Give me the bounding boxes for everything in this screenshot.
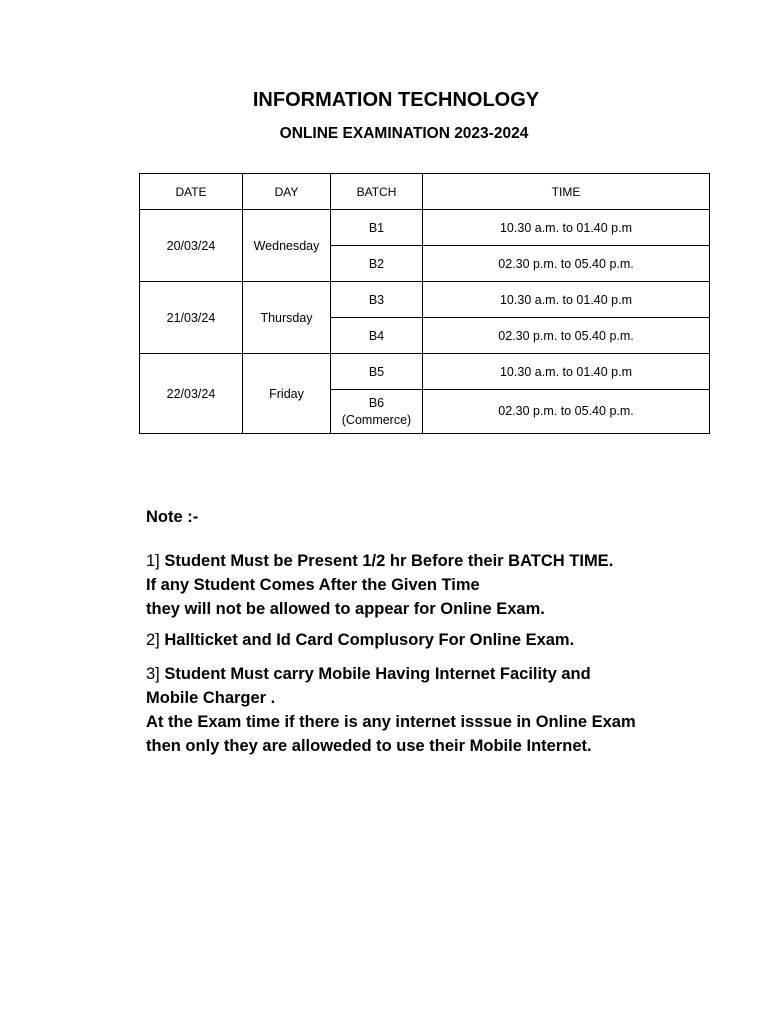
note-line: Mobile Charger . [146, 689, 276, 707]
batch-cell [331, 390, 423, 434]
note-line: At the Exam time if there is any internet isssue in Online Exam [146, 713, 636, 731]
time-cell: 02.30 p.m. to 05.40 p.m. [423, 246, 710, 282]
batch-label: B6 [368, 395, 385, 410]
date-cell: 22/03/24 [140, 354, 243, 434]
note-item-2 [146, 628, 746, 652]
batch-cell: B3 [331, 282, 423, 318]
batch-sublabel: (Commerce) [341, 412, 412, 427]
batch-cell: B1 [331, 210, 423, 246]
table-header-row [140, 174, 710, 210]
time-cell: 02.30 p.m. to 05.40 p.m. [423, 390, 710, 434]
time-cell: 02.30 p.m. to 05.40 p.m. [423, 318, 710, 354]
table-row [140, 210, 710, 246]
note-line: they will not be allowed to appear for Online Exam. [146, 600, 545, 618]
date-cell: 20/03/24 [140, 210, 243, 282]
column-header-batch: BATCH [331, 174, 423, 210]
page-title: INFORMATION TECHNOLOGY [252, 89, 540, 111]
column-header-day: DAY [243, 174, 331, 210]
exam-schedule-table [139, 173, 710, 434]
note-line [146, 662, 746, 686]
note-number: 1] [146, 552, 160, 570]
page-subtitle: ONLINE EXAMINATION 2023-2024 [279, 125, 529, 142]
day-cell: Friday [243, 354, 331, 434]
note-text: Student Must be Present 1/2 hr Before their BATCH TIME. [164, 552, 614, 570]
column-header-date: DATE [140, 174, 243, 210]
note-number: 2] [146, 631, 160, 649]
day-cell: Thursday [243, 282, 331, 354]
column-header-time: TIME [423, 174, 710, 210]
batch-cell: B4 [331, 318, 423, 354]
note-line [146, 628, 746, 652]
time-cell: 10.30 a.m. to 01.40 p.m [423, 210, 710, 246]
note-line: then only they are alloweded to use their Mobile Internet. [146, 737, 592, 755]
batch-cell: B5 [331, 354, 423, 390]
note-line [146, 549, 746, 573]
time-cell: 10.30 a.m. to 01.40 p.m [423, 354, 710, 390]
note-line: If any Student Comes After the Given Time [146, 576, 480, 594]
batch-cell: B2 [331, 246, 423, 282]
note-item-1 [146, 549, 746, 621]
note-text: Hallticket and Id Card Complusory For Online Exam. [164, 631, 575, 649]
table-row [140, 354, 710, 390]
note-text: Student Must carry Mobile Having Internet Facility and [164, 665, 591, 683]
note-item-3 [146, 662, 746, 758]
table-row [140, 282, 710, 318]
day-cell: Wednesday [243, 210, 331, 282]
notes-heading: Note :- [146, 508, 199, 526]
note-number: 3] [146, 665, 160, 683]
notes-section [146, 505, 746, 758]
date-cell: 21/03/24 [140, 282, 243, 354]
time-cell: 10.30 a.m. to 01.40 p.m [423, 282, 710, 318]
